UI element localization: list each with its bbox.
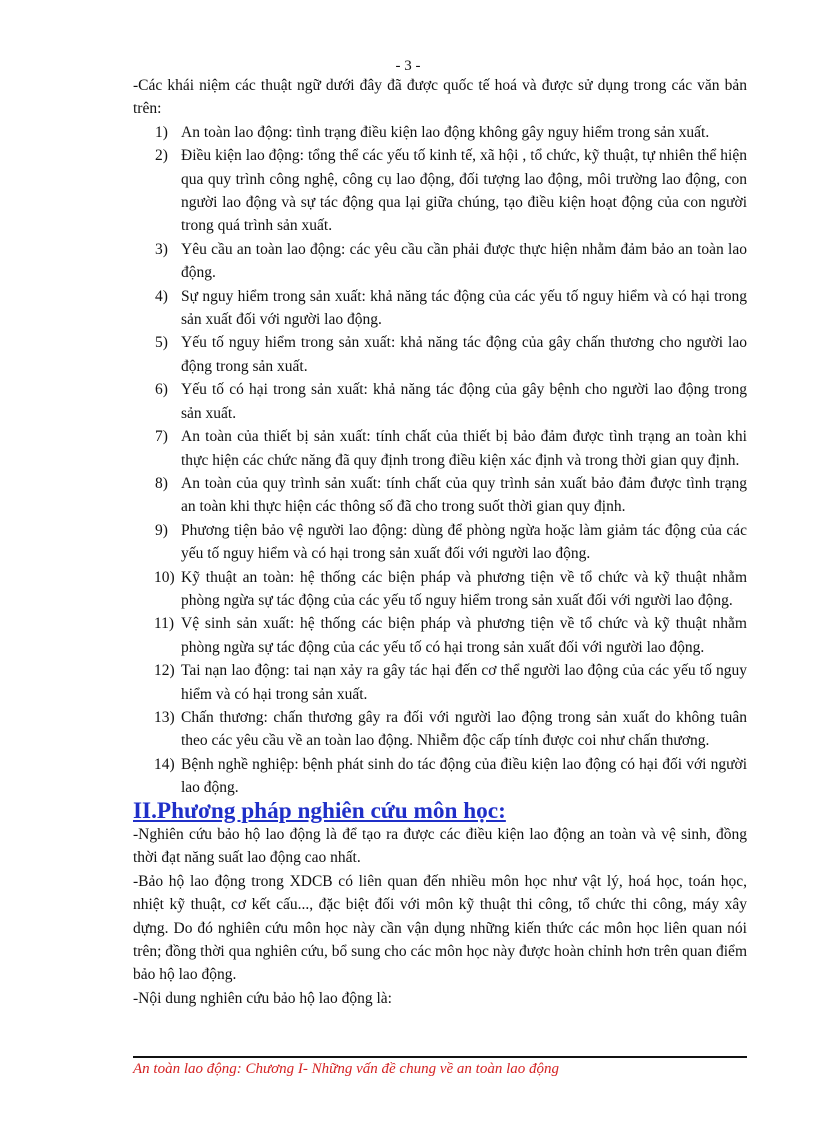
definition-item xyxy=(133,285,747,332)
definition-text: Kỹ thuật an toàn: hệ thống các biện pháp và phương tiện về tổ chức và kỹ thuật nhằm phòng ngừa sự tác động của các yếu tố nguy hiểm trong sản xuất đối với người lao động. xyxy=(181,568,747,609)
definition-text: An toàn lao động: tình trạng điều kiện lao động không gây nguy hiểm trong sản xuất. xyxy=(181,123,710,141)
section-heading: II.Phương pháp nghiên cứu môn học: xyxy=(133,797,506,824)
definition-item xyxy=(133,472,747,519)
definition-text: Tai nạn lao động: tai nạn xảy ra gây tác hại đến cơ thể người lao động của các yếu tố nguy hiểm và có hại trong sản xuất. xyxy=(181,662,747,703)
definition-text: Chấn thương: chấn thương gây ra đối với người lao động trong sản xuất do không tuân theo các yêu cầu về an toàn lao động. Nhiễm độc cấp tính được coi như chấn thương. xyxy=(181,708,747,750)
page-number: - 3 - xyxy=(395,58,421,74)
definition-text: Yêu cầu an toàn lao động: các yêu cầu cần phải được thực hiện nhằm đảm bảo an toàn lao động. xyxy=(181,240,747,282)
definition-item xyxy=(133,238,747,285)
definition-text: Bệnh nghề nghiệp: bệnh phát sinh do tác động của điều kiện lao động có hại đối với người lao động. xyxy=(181,755,747,797)
section-paragraph: -Bảo hộ lao động trong XDCB có liên quan đến nhiều môn học như vật lý, hoá học, toán học, nhiệt kỹ thuật, cơ kết cấu..., đặc biệt đối với môn kỹ thuật thi công, tổ chức thi công, máy xây dựng. Do đó nghiên cứu môn học này cần vận dụng những kiến thức các môn học liên quan nói trên; đồng thời qua nghiên cứu, bổ sung cho các môn học này được hoàn chỉnh hơn trên quan điểm bảo hộ lao động. xyxy=(133,872,747,984)
definition-number: 2) xyxy=(155,147,168,165)
definition-number: 11) xyxy=(154,615,175,633)
definition-item xyxy=(133,659,747,706)
definition-number: 9) xyxy=(155,521,168,539)
definition-item xyxy=(133,425,747,472)
definition-item xyxy=(133,566,747,613)
definition-text: Yếu tố nguy hiểm trong sản xuất: khả năng tác động của gây chấn thương cho người lao động trong sản xuất. xyxy=(181,334,747,375)
definitions-list xyxy=(133,121,747,800)
definition-text: Sự nguy hiểm trong sản xuất: khả năng tác động của các yếu tố nguy hiểm và có hại trong sản xuất đối với người lao động. xyxy=(181,287,747,329)
definition-number: 8) xyxy=(155,474,168,492)
definition-text: An toàn của thiết bị sản xuất: tính chất của thiết bị bảo đảm được tình trạng an toàn khi thực hiện các chức năng đã quy định trong điều kiện xác định và trong thời gian quy định. xyxy=(181,428,747,469)
definition-number: 10) xyxy=(154,568,175,586)
footer-divider xyxy=(133,1056,747,1058)
definition-text: An toàn của quy trình sản xuất: tính chất của quy trình sản xuất bảo đảm được tình trạng an toàn khi thực hiện các thông số đã cho trong suốt thời gian quy định. xyxy=(181,474,747,516)
intro-paragraph: -Các khái niệm các thuật ngữ dưới đây đã được quốc tế hoá và được sử dụng trong các văn bản trên: xyxy=(133,77,747,118)
definition-number: 1) xyxy=(155,123,168,141)
definition-number: 13) xyxy=(154,708,175,726)
page-content xyxy=(133,74,747,1010)
definition-text: Vệ sinh sản xuất: hệ thống các biện pháp và phương tiện về tổ chức và kỹ thuật nhằm phòng ngừa sự tác động của các yếu tố có hại trong sản xuất đối với người lao động. xyxy=(181,615,747,656)
definition-number: 14) xyxy=(154,755,175,773)
definition-item xyxy=(133,331,747,378)
section-paragraph: -Nội dung nghiên cứu bảo hộ lao động là: xyxy=(133,989,392,1007)
section-paragraph: -Nghiên cứu bảo hộ lao động là để tạo ra được các điều kiện lao động an toàn và vệ sinh, đồng thời đạt năng suất lao động cao nhất. xyxy=(133,826,747,867)
definition-number: 6) xyxy=(155,381,168,399)
definition-number: 7) xyxy=(155,428,168,446)
definition-number: 5) xyxy=(155,334,168,352)
definition-item xyxy=(133,378,747,425)
definition-number: 4) xyxy=(155,287,168,305)
definition-item xyxy=(133,121,747,144)
definition-item xyxy=(133,753,747,800)
definition-text: Điều kiện lao động: tổng thể các yếu tố kinh tế, xã hội , tổ chức, kỹ thuật, tự nhiên thể hiện qua quy trình công nghệ, công cụ lao động, đối tượng lao động, môi trường lao động, con người lao động và sự tác động qua lại giữa chúng, tạo điều kiện hoạt động của con người trong quá trình sản xuất. xyxy=(181,147,747,235)
definition-item xyxy=(133,144,747,238)
definition-text: Phương tiện bảo vệ người lao động: dùng để phòng ngừa hoặc làm giảm tác động của các yếu tố nguy hiểm và có hại trong sản xuất đối với người lao động. xyxy=(181,521,747,563)
running-footer: An toàn lao động: Chương I- Những vấn đề chung về an toàn lao động xyxy=(133,1061,559,1077)
definition-item xyxy=(133,706,747,753)
definition-item xyxy=(133,519,747,566)
definition-number: 12) xyxy=(154,662,175,680)
definition-text: Yếu tố có hại trong sản xuất: khả năng tác động của gây bệnh cho người lao động trong sản xuất. xyxy=(181,381,747,422)
definition-number: 3) xyxy=(155,240,168,258)
definition-item xyxy=(133,612,747,659)
